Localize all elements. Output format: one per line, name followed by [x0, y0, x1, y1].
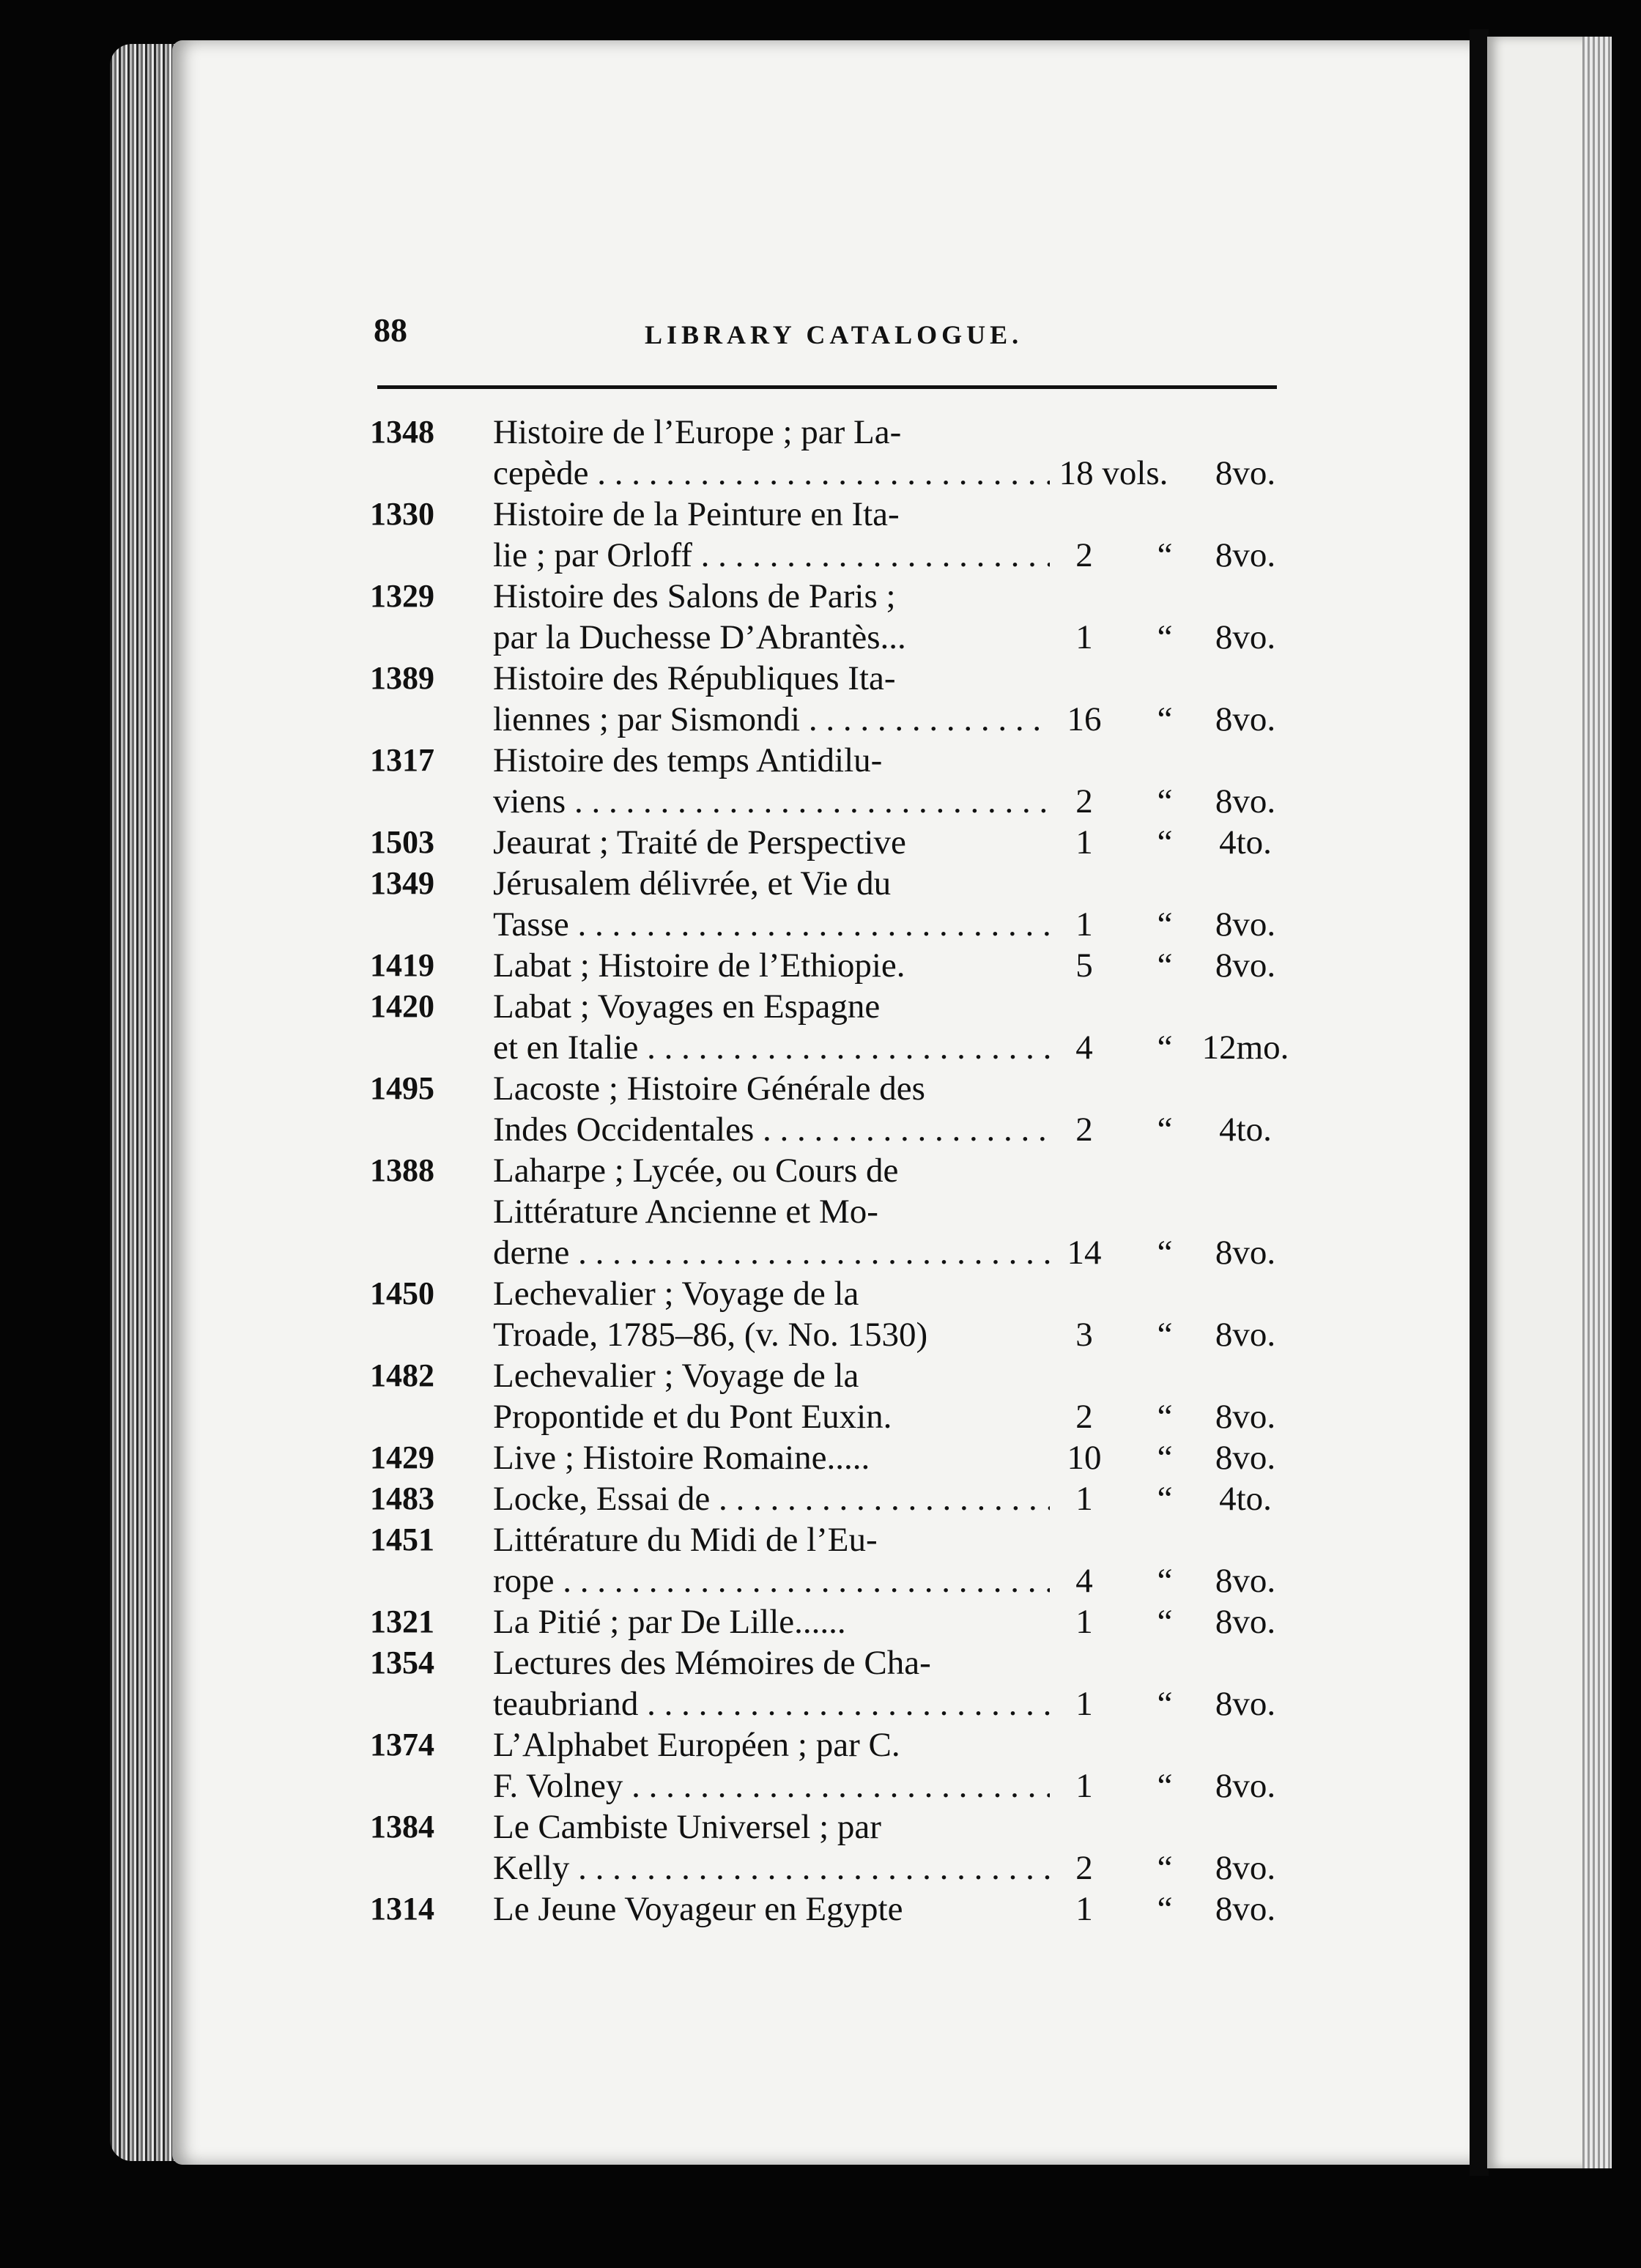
entry-line [370, 863, 1293, 904]
entry-format: 8vo. [1215, 1562, 1276, 1600]
entry-line [370, 1150, 1293, 1191]
entry-format: 8vo. [1215, 536, 1276, 574]
entry-number: 1330 [370, 496, 434, 532]
page-number: 88 [374, 311, 407, 349]
entry-format: 8vo. [1215, 618, 1276, 656]
catalogue-entry [370, 494, 1293, 576]
entry-volumes: 14 [1067, 1234, 1102, 1272]
entry-line [370, 1068, 1293, 1109]
entry-line [370, 1437, 1293, 1478]
ditto-mark: “ [1157, 1767, 1173, 1805]
entry-line [370, 1683, 1293, 1724]
running-title: LIBRARY CATALOGUE. [645, 320, 1023, 349]
entry-line [370, 1848, 1293, 1889]
entry-format: 8vo. [1215, 1767, 1276, 1805]
ditto-mark: “ [1157, 1603, 1173, 1641]
ditto-mark: “ [1157, 1234, 1173, 1272]
entry-line [370, 576, 1293, 617]
catalogue-entry [370, 1068, 1293, 1150]
entry-volumes: 3 [1075, 1316, 1093, 1354]
catalogue-entry [370, 1519, 1293, 1601]
catalogue-entries [370, 412, 1293, 1930]
entry-volumes: 4 [1075, 1562, 1093, 1600]
entry-title-line: Tasse . . . [493, 904, 1050, 945]
entry-format: 8vo. [1215, 905, 1276, 944]
entry-format: 8vo. [1215, 1685, 1276, 1723]
entry-volumes: 2 [1075, 1398, 1093, 1436]
entry-title-line: Laharpe ; Lycée, ou Cours de [493, 1152, 899, 1190]
entry-format: 8vo. [1215, 946, 1276, 985]
entry-volumes: 1 [1075, 1767, 1093, 1805]
entry-title-line: Labat ; Voyages en Espagne [493, 987, 881, 1026]
entry-line [370, 494, 1293, 535]
entry-format: 8vo. [1215, 1890, 1276, 1928]
entry-line [370, 1273, 1293, 1314]
catalogue-entry [370, 658, 1293, 740]
ditto-mark: “ [1157, 618, 1173, 656]
entry-title-line: Indes Occidentales . . . [493, 1109, 1050, 1150]
entry-title-line: Histoire de l’Europe ; par La- [493, 413, 902, 451]
entry-line [370, 1478, 1293, 1519]
catalogue-entry [370, 1437, 1293, 1478]
entry-title-line: F. Volney . . . [493, 1765, 1050, 1806]
entry-line [370, 1560, 1293, 1601]
entry-number: 1384 [370, 1809, 434, 1845]
entry-line [370, 1109, 1293, 1150]
entry-line [370, 1519, 1293, 1560]
catalogue-entry [370, 1601, 1293, 1642]
entry-line [370, 1601, 1293, 1642]
entry-number: 1349 [370, 865, 434, 901]
entry-title-line: Histoire des Salons de Paris ; [493, 577, 896, 615]
header-rule [377, 385, 1277, 389]
ditto-mark: “ [1157, 1111, 1173, 1149]
ditto-mark: “ [1157, 1029, 1173, 1067]
entry-volumes: 1 [1075, 1603, 1093, 1641]
ditto-mark: “ [1157, 1316, 1173, 1354]
ditto-mark: “ [1157, 946, 1173, 985]
entry-title-line: Jeaurat ; Traité de Perspective [493, 823, 906, 861]
entry-number: 1389 [370, 660, 434, 696]
catalogue-entry [370, 1889, 1293, 1930]
ditto-mark: “ [1157, 1849, 1173, 1887]
entry-volumes: 2 [1075, 1849, 1093, 1887]
entry-format: 8vo. [1215, 1849, 1276, 1887]
catalogue-entry [370, 945, 1293, 986]
ditto-mark: “ [1157, 1562, 1173, 1600]
entry-title-line: viens . . . [493, 781, 1050, 822]
entry-title-line: La Pitié ; par De Lille...... [493, 1603, 846, 1641]
entry-format: 4to. [1219, 1480, 1272, 1518]
entry-title-line: Histoire des temps Antidilu- [493, 741, 883, 779]
entry-line [370, 1355, 1293, 1396]
ditto-mark: “ [1157, 1685, 1173, 1723]
entry-line [370, 1724, 1293, 1765]
entry-title-line: Littérature Ancienne et Mo- [493, 1193, 878, 1231]
entry-title-line: Locke, Essai de . . . [493, 1478, 1050, 1519]
entry-number: 1420 [370, 988, 434, 1024]
entry-number: 1429 [370, 1439, 434, 1475]
entry-title-line: Lectures des Mémoires de Cha- [493, 1644, 931, 1682]
page-header [374, 311, 1275, 362]
entry-line [370, 658, 1293, 699]
ditto-mark: “ [1157, 1398, 1173, 1436]
entry-title-line: Histoire de la Peinture en Ita- [493, 495, 900, 533]
entry-line [370, 412, 1293, 453]
entry-line [370, 453, 1293, 494]
entry-number: 1348 [370, 414, 434, 450]
entry-title-line: Lechevalier ; Voyage de la [493, 1275, 859, 1313]
catalogue-entry [370, 986, 1293, 1068]
catalogue-entry [370, 1642, 1293, 1724]
entry-line [370, 822, 1293, 863]
entry-number: 1482 [370, 1357, 434, 1393]
entry-format: 8vo. [1215, 700, 1276, 738]
entry-volumes: 1 [1075, 618, 1093, 656]
ditto-mark: “ [1157, 1890, 1173, 1928]
facing-page-edge [1487, 37, 1612, 2168]
entry-volumes: 16 [1067, 700, 1102, 738]
entry-title-line: L’Alphabet Européen ; par C. [493, 1726, 900, 1764]
entry-number: 1329 [370, 578, 434, 614]
entry-line [370, 1314, 1293, 1355]
book-gutter [1470, 29, 1489, 2176]
entry-line [370, 1027, 1293, 1068]
entry-format: 8vo. [1215, 782, 1276, 820]
entry-number: 1503 [370, 824, 434, 860]
entry-line [370, 1232, 1293, 1273]
book-fore-edge [110, 44, 176, 2161]
entry-title-line: Histoire des Républiques Ita- [493, 659, 896, 697]
ditto-mark: “ [1157, 536, 1173, 574]
entry-line [370, 1765, 1293, 1806]
catalogue-entry [370, 1724, 1293, 1806]
entry-volumes: 2 [1075, 782, 1093, 820]
ditto-mark: “ [1157, 905, 1173, 944]
entry-title-line: lie ; par Orloff . . . [493, 535, 1050, 576]
entry-volumes: 1 [1075, 823, 1093, 861]
entry-volumes: 1 [1075, 905, 1093, 944]
entry-volumes: 1 [1075, 1890, 1093, 1928]
entry-format: 8vo. [1215, 1234, 1276, 1272]
entry-title-line: Live ; Histoire Romaine..... [493, 1439, 870, 1477]
catalogue-entry [370, 1478, 1293, 1519]
entry-format: 8vo. [1215, 1439, 1276, 1477]
entry-title-line: Propontide et du Pont Euxin. [493, 1398, 892, 1436]
entry-line [370, 781, 1293, 822]
entry-number: 1451 [370, 1522, 434, 1557]
ditto-mark: “ [1157, 823, 1173, 861]
catalogue-entry [370, 740, 1293, 822]
catalogue-entry [370, 822, 1293, 863]
entry-line [370, 904, 1293, 945]
entry-number: 1419 [370, 947, 434, 983]
entry-title-line: Le Cambiste Universel ; par [493, 1808, 881, 1846]
entry-number: 1483 [370, 1480, 434, 1516]
entry-volumes: 1 [1075, 1480, 1093, 1518]
entry-title-line: par la Duchesse D’Abrantès... [493, 618, 906, 656]
entry-title-line: et en Italie . . . [493, 1027, 1050, 1068]
entry-title-line: Troade, 1785–86, (v. No. 1530) [493, 1316, 928, 1354]
catalogue-entry [370, 1150, 1293, 1273]
entry-number: 1450 [370, 1275, 434, 1311]
entry-format: 4to. [1219, 1111, 1272, 1149]
entry-number: 1374 [370, 1727, 434, 1763]
entry-number: 1321 [370, 1604, 434, 1639]
entry-title-line: Kelly . . . [493, 1848, 1050, 1889]
entry-volumes: 18 vols. [1059, 454, 1168, 492]
ditto-mark: “ [1157, 1439, 1173, 1477]
entry-format: 12mo. [1201, 1029, 1289, 1067]
catalogue-entry [370, 576, 1293, 658]
catalogue-entry [370, 1806, 1293, 1889]
entry-format: 8vo. [1215, 1398, 1276, 1436]
entry-line [370, 699, 1293, 740]
entry-format: 8vo. [1215, 1316, 1276, 1354]
entry-number: 1354 [370, 1645, 434, 1680]
entry-line [370, 1191, 1293, 1232]
catalogue-entry [370, 1273, 1293, 1355]
entry-format: 8vo. [1215, 454, 1276, 492]
entry-volumes: 2 [1075, 536, 1093, 574]
entry-number: 1314 [370, 1891, 434, 1927]
entry-volumes: 5 [1075, 946, 1093, 985]
entry-number: 1495 [370, 1070, 434, 1106]
entry-title-line: rope . . . [493, 1560, 1050, 1601]
catalogue-entry [370, 1355, 1293, 1437]
entry-volumes: 1 [1075, 1685, 1093, 1723]
ditto-mark: “ [1157, 700, 1173, 738]
entry-title-line: Le Jeune Voyageur en Egypte [493, 1890, 903, 1928]
entry-title-line: cepède . . . [493, 453, 1050, 494]
entry-title-line: teaubriand . . . [493, 1683, 1050, 1724]
entry-line [370, 740, 1293, 781]
entry-line [370, 1889, 1293, 1930]
entry-number: 1388 [370, 1152, 434, 1188]
entry-line [370, 1396, 1293, 1437]
entry-title-line: liennes ; par Sismondi . . . [493, 699, 1050, 740]
entry-line [370, 1642, 1293, 1683]
entry-line [370, 1806, 1293, 1848]
entry-line [370, 535, 1293, 576]
entry-title-line: Lechevalier ; Voyage de la [493, 1357, 859, 1395]
entry-line [370, 945, 1293, 986]
entry-line [370, 986, 1293, 1027]
entry-title-line: Littérature du Midi de l’Eu- [493, 1521, 878, 1559]
catalogue-entry [370, 863, 1293, 945]
entry-format: 8vo. [1215, 1603, 1276, 1641]
entry-volumes: 4 [1075, 1029, 1093, 1067]
catalogue-entry [370, 412, 1293, 494]
entry-volumes: 2 [1075, 1111, 1093, 1149]
entry-title-line: Jérusalem délivrée, et Vie du [493, 864, 892, 903]
entry-number: 1317 [370, 742, 434, 778]
entry-line [370, 617, 1293, 658]
entry-format: 4to. [1219, 823, 1272, 861]
entry-volumes: 10 [1067, 1439, 1102, 1477]
entry-title-line: Labat ; Histoire de l’Ethiopie. [493, 946, 905, 985]
entry-title-line: Lacoste ; Histoire Générale des [493, 1070, 925, 1108]
ditto-mark: “ [1157, 1480, 1173, 1518]
entry-title-line: derne . . . [493, 1232, 1050, 1273]
ditto-mark: “ [1157, 782, 1173, 820]
